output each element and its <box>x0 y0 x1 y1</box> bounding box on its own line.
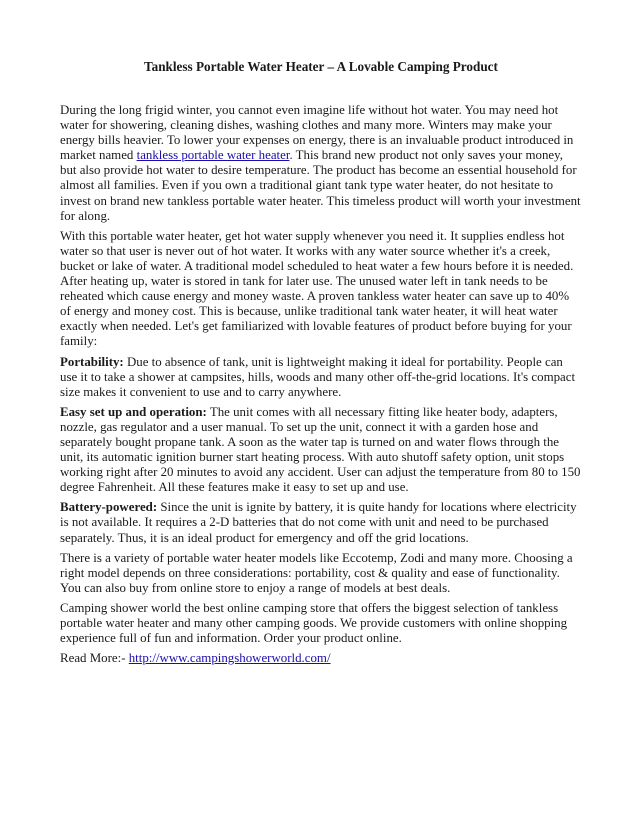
feature-label: Battery-powered: <box>60 500 158 515</box>
document-page <box>60 58 582 671</box>
feature-label: Portability: <box>60 354 124 369</box>
feature-text: Since the unit is ignite by battery, it is quite handy for locations where electricity is not available. It requires a 2-D batteries that do not come with unit and need to be purchased separately. Thus, it is an ideal product for emergency and off the grid locations. <box>60 500 577 545</box>
models-paragraph: There is a variety of portable water heater models like Eccotemp, Zodi and many more. Choosing a right model depends on three considerations: portability, cost & quality and ease of functionality. You can also buy from online store to enjoy a range of models at best deals. <box>60 550 573 595</box>
feature-label: Easy set up and operation: <box>60 404 207 419</box>
feature-battery <box>60 500 582 545</box>
read-more-line <box>60 651 582 666</box>
read-more-label: Read More:- <box>60 651 129 666</box>
store-url-link[interactable]: http://www.campingshowerworld.com/ <box>128 651 331 666</box>
intro-paragraph <box>60 103 582 224</box>
intro-text-after: . This brand new product not only saves your money, but also provide hot water to desire temperature. The product has become an essential household for almost all families. Even if you own a traditional giant tank type water heater, do not hesitate to invest on brand new tankless portable water heater. This timeless product will worth your investment for along. <box>60 148 581 223</box>
store-paragraph: Camping shower world the best online camping store that offers the biggest selection of tankless portable water heater and many other camping goods. We provide customers with online shopping experience full of fun and information. Order your product online. <box>60 600 568 646</box>
feature-setup <box>60 405 582 496</box>
benefits-paragraph: With this portable water heater, get hot water supply whenever you need it. It supplies endless hot water so that user is never out of hot water. It works with any water source whether it's a creek, bucket or lake of water. A traditional model scheduled to heat water a few hours before it is needed. After heating up, water is stored in tank for later use. The unused water left in tank needs to be reheated which cause energy and money waste. A proven tankless water heater can save up to 40% of energy and money cost. This is because, unlike traditional tank water heater, it will heat water exactly when needed. Let's get familiarized with lovable features of product before buying for your family: <box>60 228 574 349</box>
feature-text: Due to absence of tank, unit is lightweight making it ideal for portability. People can use it to take a shower at campsites, hills, woods and many other off-the-grid locations. It's compact size makes it convenient to use and to carry anywhere. <box>60 354 576 399</box>
feature-text: The unit comes with all necessary fitting like heater body, adapters, nozzle, gas regulator and a user manual. To set up the unit, connect it with a garden hose and separately bought propane tank. A soon as the water tap is turned on and water flows through the unit, its automatic ignition burner start heating process. With auto shutoff safety option, unit stops working right after 20 minutes to avoid any accident. User can adjust the temperature from 80 to 150 degree Fahrenheit. All these features make it easy to set up and use. <box>60 404 581 495</box>
document-title: Tankless Portable Water Heater – A Lovable Camping Product <box>144 59 498 74</box>
intro-text-before: During the long frigid winter, you cannot even imagine life without hot water. You may need hot water for showering, cleaning dishes, washing clothes and many more. Winters may make your energy bills heavier. To lower your expenses on energy, there is an invaluable product introduced in market named <box>60 103 574 163</box>
tankless-heater-link[interactable]: tankless portable water heater <box>136 148 290 163</box>
feature-portability <box>60 355 582 400</box>
